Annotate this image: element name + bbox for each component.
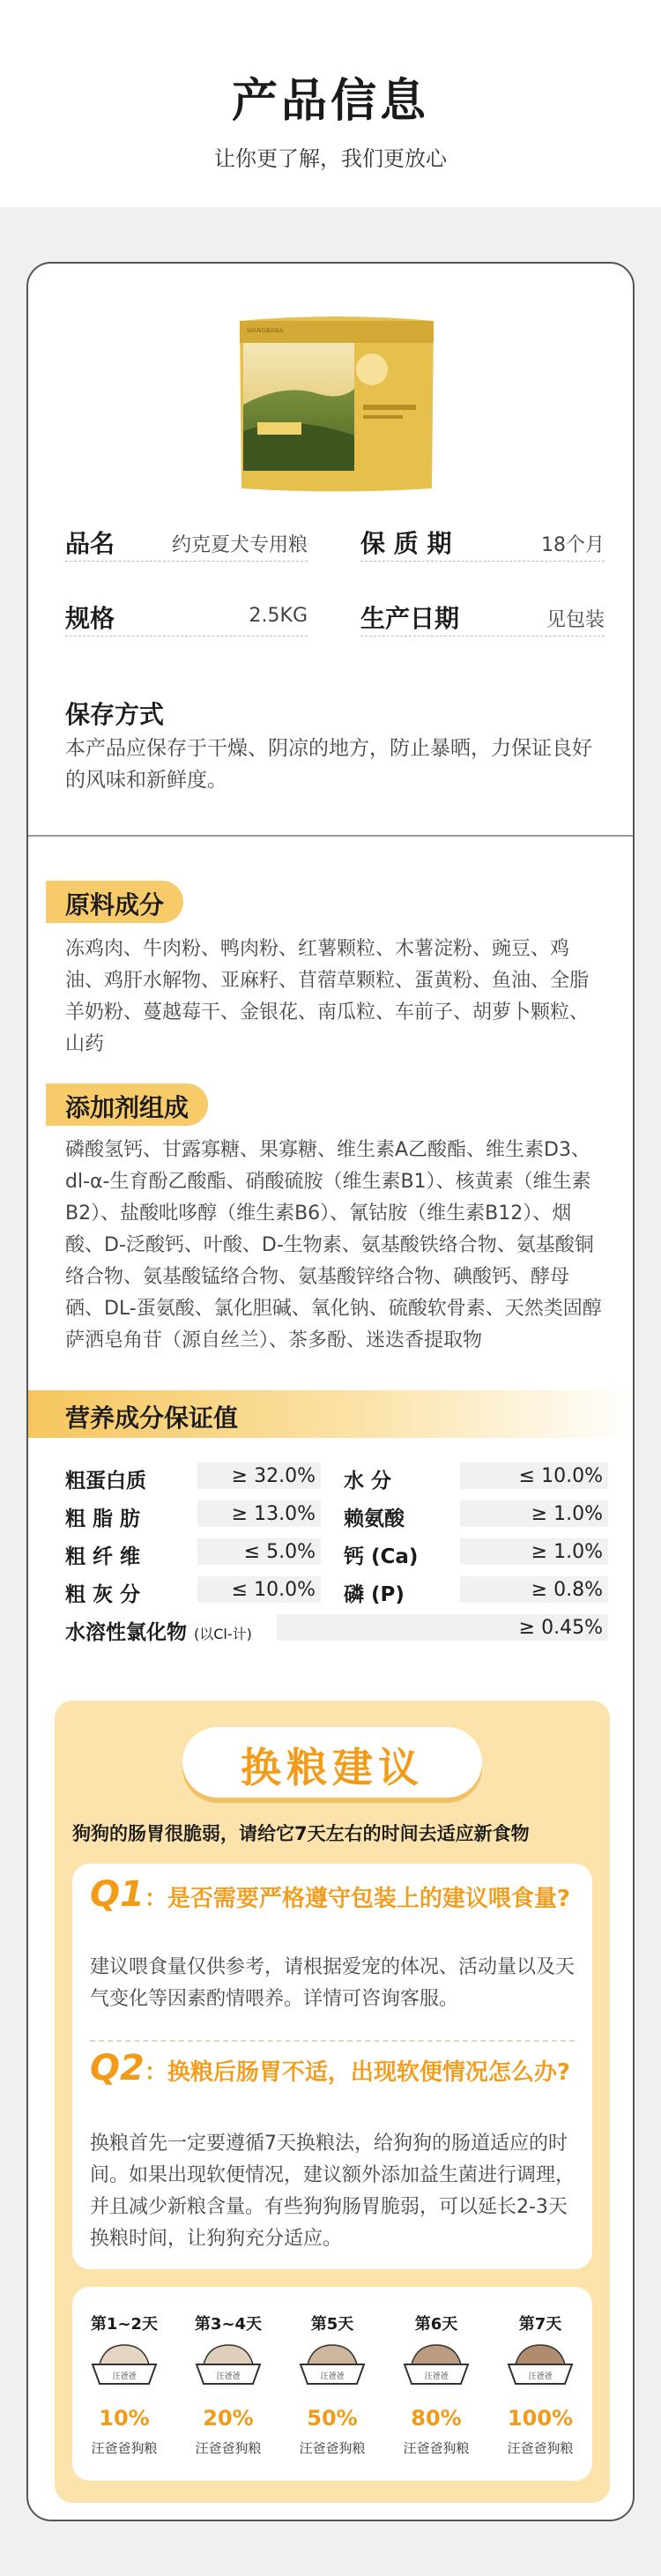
ingredients-text: 冻鸡肉、牛肉粉、鸭肉粉、红薯颗粒、木薯淀粉、豌豆、鸡油、鸡肝水解物、亚麻籽、苜蓿草颗粒、蛋黄粉、鱼油、全脂羊奶粉、蔓越莓干、金银花、南瓜粒、车前子、胡萝卜颗粒、山药 — [65, 938, 590, 1055]
step-day: 第1~2天 — [90, 2315, 159, 2334]
step-item — [280, 2287, 384, 2481]
step-day: 第6天 — [414, 2315, 458, 2334]
nutrition-row — [65, 1500, 330, 1530]
chloride-key: 水溶性氯化物 — [65, 1621, 187, 1644]
step-day: 第3~4天 — [194, 2315, 263, 2334]
shelf-life-field — [360, 519, 605, 562]
faq-q1-title — [90, 1874, 583, 1915]
nutrition-row — [65, 1576, 330, 1606]
info-row-2 — [65, 594, 605, 647]
kibble-pile — [412, 2345, 461, 2364]
page-subtitle: 让你更了解，我们更放心 — [214, 146, 447, 171]
shelf-life-key: 保 质 期 — [360, 529, 452, 558]
q1-title-text: ：是否需要严格遵守包装上的建议喂食量? — [144, 1886, 570, 1912]
bowl-label: 汪爸爸 — [320, 2372, 345, 2381]
additives-text: 磷酸氢钙、甘露寡糖、果寡糖、维生素A乙酸酯、维生素D3、dl-α-生育酚乙酸酯、硝酸硫胺（维生素B1）、核黄素（维生素B2）、盐酸吡哆醇（维生素B6）、氰钴胺（维生素B12）、烟酸、D-泛酸钙、叶酸、D-生物素、氨基酸铁络合物、氨基酸铜络合物、氨基酸锰络合物、氨基酸锌络合物、碘酸钙、酵母硒、DL-蛋氨酸、氯化胆碱、氧化钠、硫酸软骨素、天然类固醇萨洒皂角苷（源自丝兰）、茶多酚、迷迭香提取物 — [65, 1139, 602, 1351]
step-item — [384, 2287, 488, 2481]
nutrition-key: 水 分 — [344, 1470, 392, 1493]
shelf-life-value: 18个月 — [541, 534, 605, 556]
kibble-pile — [308, 2345, 357, 2364]
product-info-card — [26, 262, 635, 2521]
nutrition-row — [344, 1576, 608, 1606]
kibble-pile — [204, 2345, 253, 2364]
faq-q1-answer: 建议喂食量仅供参考，请根据爱宠的体况、活动量以及天气变化等因素酌情喂养。详情可咨询客服。 — [90, 1956, 576, 2010]
storage-text: 本产品应保存于干燥、阴凉的地方，防止暴晒，力保证良好的风味和新鲜度。 — [65, 737, 592, 792]
food-switch-panel — [55, 1701, 610, 2503]
step-percent: 10% — [99, 2406, 150, 2431]
step-item — [176, 2287, 280, 2481]
bowl-icon — [505, 2340, 576, 2389]
step-item — [488, 2287, 592, 2481]
section-divider — [28, 835, 635, 837]
nutrition-value: ≥ 13.0% — [197, 1500, 321, 1527]
nutrition-key: 粗 纤 维 — [65, 1545, 141, 1568]
food-switch-tagline: 狗狗的肠胃很脆弱，请给它7天左右的时间去适应新食物 — [72, 1823, 530, 1844]
step-item — [72, 2287, 176, 2481]
nutrition-value: ≥ 32.0% — [197, 1463, 321, 1489]
product-name-field — [65, 519, 308, 562]
step-note: 汪爸爸狗粮 — [507, 2440, 574, 2456]
step-percent: 50% — [307, 2406, 358, 2431]
bowl-icon — [193, 2340, 264, 2389]
q1-mark: Q1 — [90, 1874, 145, 1915]
nutrition-key: 粗 灰 分 — [65, 1583, 141, 1606]
kibble-pile — [516, 2345, 565, 2364]
nutrition-key: 粗蛋白质 — [65, 1470, 146, 1493]
q2-mark: Q2 — [90, 2048, 145, 2088]
bowl-label: 汪爸爸 — [424, 2372, 449, 2381]
nutrition-value: ≥ 1.0% — [460, 1538, 608, 1565]
product-name-value: 约克夏犬专用粮 — [171, 534, 308, 556]
bowl-label: 汪爸爸 — [112, 2372, 137, 2381]
additives-pill: 添加剂组成 — [46, 1083, 208, 1126]
step-note: 汪爸爸狗粮 — [195, 2440, 262, 2456]
nutrition-title: 营养成分保证值 — [65, 1403, 239, 1433]
nutrition-value: ≥ 0.45% — [277, 1614, 608, 1641]
spec-key: 规格 — [65, 604, 115, 633]
nutrition-row — [344, 1538, 608, 1568]
chloride-unit: (以Cl-计) — [194, 1626, 252, 1642]
nutrition-key: 钙 (Ca) — [344, 1545, 419, 1568]
nutrition-row — [344, 1463, 608, 1493]
bowl-icon — [401, 2340, 472, 2389]
faq-q2-answer: 换粮首先一定要遵循7天换粮法，给狗狗的肠道适应的时间。如果出现软便情况，建议额外添加益生菌进行调理，并且减少新粮含量。有些狗狗肠胃脆弱，可以延长2-3天换粮时间，让狗狗充分适应。 — [90, 2133, 576, 2250]
info-row-1 — [65, 519, 605, 572]
step-percent: 80% — [411, 2406, 462, 2431]
faq-box — [72, 1864, 592, 2269]
q2-title-text: ：换粮后肠胃不适，出现软便情况怎么办? — [144, 2059, 570, 2086]
nutrition-row — [65, 1538, 330, 1568]
nutrition-key — [65, 1616, 252, 1645]
step-percent: 20% — [203, 2406, 254, 2431]
product-name-key: 品名 — [65, 529, 115, 558]
page-title: 产品信息 — [231, 75, 429, 128]
step-percent: 100% — [507, 2406, 574, 2431]
spec-value: 2.5KG — [249, 605, 308, 627]
faq-divider — [90, 2040, 575, 2042]
nutrition-value: ≥ 0.8% — [460, 1576, 608, 1603]
svg-text:WANGBABA: WANGBABA — [247, 327, 284, 334]
step-day: 第7天 — [518, 2315, 562, 2334]
nutrition-row — [65, 1463, 330, 1493]
bowl-label: 汪爸爸 — [528, 2372, 553, 2381]
step-note: 汪爸爸狗粮 — [299, 2440, 366, 2456]
spec-field — [65, 594, 308, 637]
nutrition-row-wide — [65, 1614, 608, 1644]
nutrition-key: 磷 (P) — [344, 1583, 405, 1606]
switch-steps — [72, 2287, 592, 2481]
bowl-icon — [89, 2340, 160, 2389]
nutrition-header — [28, 1390, 635, 1438]
bowl-label: 汪爸爸 — [216, 2372, 241, 2381]
kibble-pile — [100, 2345, 149, 2364]
nutrition-value: ≤ 10.0% — [197, 1576, 321, 1603]
faq-q2-title — [90, 2048, 583, 2088]
nutrition-key: 粗 脂 肪 — [65, 1508, 141, 1530]
product-bag-image — [231, 290, 442, 497]
storage-title: 保存方式 — [65, 700, 165, 729]
step-note: 汪爸爸狗粮 — [91, 2440, 158, 2456]
food-switch-badge: 换粮建议 — [182, 1727, 482, 1798]
ingredients-pill: 原料成分 — [46, 881, 183, 923]
step-note: 汪爸爸狗粮 — [403, 2440, 470, 2456]
nutrition-value: ≥ 1.0% — [460, 1500, 608, 1527]
bowl-icon — [297, 2340, 368, 2389]
nutrition-value: ≤ 10.0% — [460, 1463, 608, 1489]
step-day: 第5天 — [310, 2315, 354, 2334]
production-date-key: 生产日期 — [360, 604, 460, 633]
nutrition-value: ≤ 5.0% — [197, 1538, 321, 1565]
production-date-field — [360, 594, 605, 637]
nutrition-row — [344, 1500, 608, 1530]
nutrition-key: 赖氨酸 — [344, 1508, 405, 1530]
production-date-value: 见包装 — [546, 609, 605, 631]
